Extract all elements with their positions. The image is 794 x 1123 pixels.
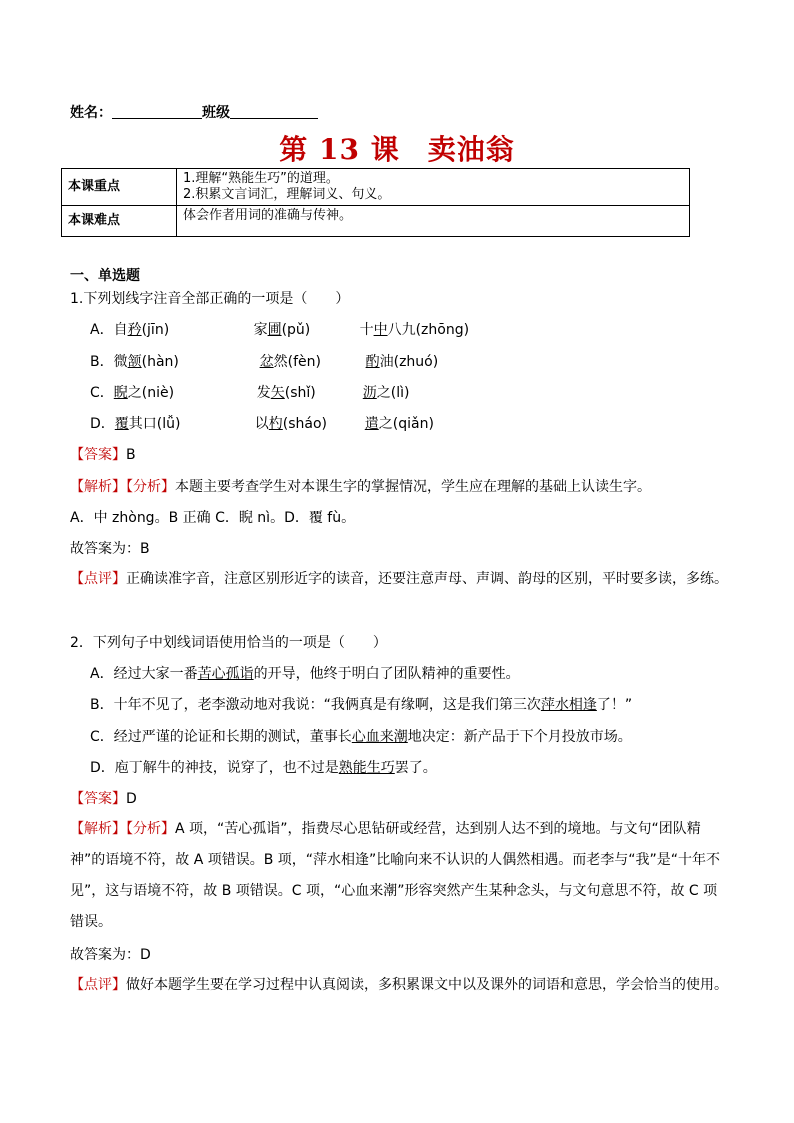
q1-option-b: B．微颔(hàn) 忿然(fèn) 酌油(zhuó)	[90, 354, 439, 370]
student-info-line	[70, 102, 318, 122]
key-points-label: 本课重点	[62, 169, 177, 206]
difficulty-row	[62, 206, 690, 237]
class-label: 班级	[202, 105, 230, 121]
section-heading: 一、单选题	[70, 268, 140, 284]
q1-option-c: C．睨之(niè) 发矢(shǐ) 沥之(lì)	[90, 385, 410, 401]
lesson-number: 第 13 课	[279, 133, 400, 166]
q2-option-a: A．经过大家一番苦心孤诣的开导，他终于明白了团队精神的重要性。	[90, 666, 520, 682]
difficulty-label: 本课难点	[62, 206, 177, 237]
key-point-2: 2.积累文言词汇，理解词义、句义。	[183, 187, 391, 202]
key-point-1: 1.理解“熟能生巧”的道理。	[183, 171, 339, 186]
q1-analysis-detail: A．中 zhòng。B 正确 C．睨 nì。D．覆 fù。	[70, 510, 356, 526]
analysis-tag: 【解析】【分析】	[70, 821, 175, 837]
q2-answer: 【答案】D	[70, 791, 137, 807]
q1-answer: 【答案】B	[70, 447, 136, 463]
q2-option-d: D．庖丁解牛的神技，说穿了，也不过是熟能生巧罢了。	[90, 760, 437, 776]
answer-tag: 【答案】	[70, 791, 126, 807]
analysis-tag: 【解析】【分析】	[70, 479, 175, 495]
q2-conclusion: 故答案为：D	[70, 947, 151, 963]
q2-analysis: 【解析】【分析】A 项，“苦心孤诣”，指费尽心思钻研或经营，达到别人达不到的境地。与文句“团队精神”的语境不符，故 A 项错误。B 项，“萍水相逢”比喻向来不认识的人偶然相遇。而老李与“我”是“十年不见”，这与语境不符，故 B 项错误。C 项，“心血来潮”形容突然产生某种念头，与文句意思不符，故 C 项错误。	[70, 821, 721, 930]
name-label: 姓名：	[70, 105, 112, 121]
name-blank[interactable]	[112, 104, 202, 119]
q1-comment: 【点评】正确读准字音，注意区别形近字的读音，还要注意声母、声调、韵母的区别，平时要多读，多练。	[70, 571, 728, 587]
lesson-name: 卖油翁	[427, 133, 515, 166]
q2-stem: 2．下列句子中划线词语使用恰当的一项是（ ）	[70, 635, 387, 651]
q1-stem: 1.下列划线字注音全部正确的一项是（ ）	[70, 291, 350, 307]
lesson-focus-table	[61, 168, 690, 237]
comment-tag: 【点评】	[70, 977, 126, 993]
q2-comment: 【点评】做好本题学生要在学习过程中认真阅读，多积累课文中以及课外的词语和意思，学会恰当的使用。	[70, 977, 728, 993]
q1-option-a: A．自矜(jīn) 家圃(pǔ) 十中八九(zhōng)	[90, 322, 470, 338]
q2-option-b: B．十年不见了，老李激动地对我说：“我俩真是有缘啊，这是我们第三次萍水相逢了！”	[90, 697, 633, 713]
q1-conclusion: 故答案为：B	[70, 541, 150, 557]
q1-analysis: 【解析】【分析】本题主要考查学生对本课生字的掌握情况，学生应在理解的基础上认读生字。	[70, 479, 651, 495]
class-blank[interactable]	[230, 104, 318, 119]
comment-tag: 【点评】	[70, 571, 126, 587]
page-title	[0, 128, 794, 168]
key-points-row	[62, 169, 690, 206]
answer-tag: 【答案】	[70, 447, 126, 463]
difficulty-content: 体会作者用词的准确与传神。	[177, 206, 690, 237]
key-points-content	[177, 169, 690, 206]
q2-option-c: C．经过严谨的论证和长期的测试，董事长心血来潮地决定：新产品于下个月投放市场。	[90, 729, 632, 745]
q1-option-d: D．覆其口(lǚ) 以杓(sháo) 遣之(qiǎn)	[90, 416, 434, 432]
